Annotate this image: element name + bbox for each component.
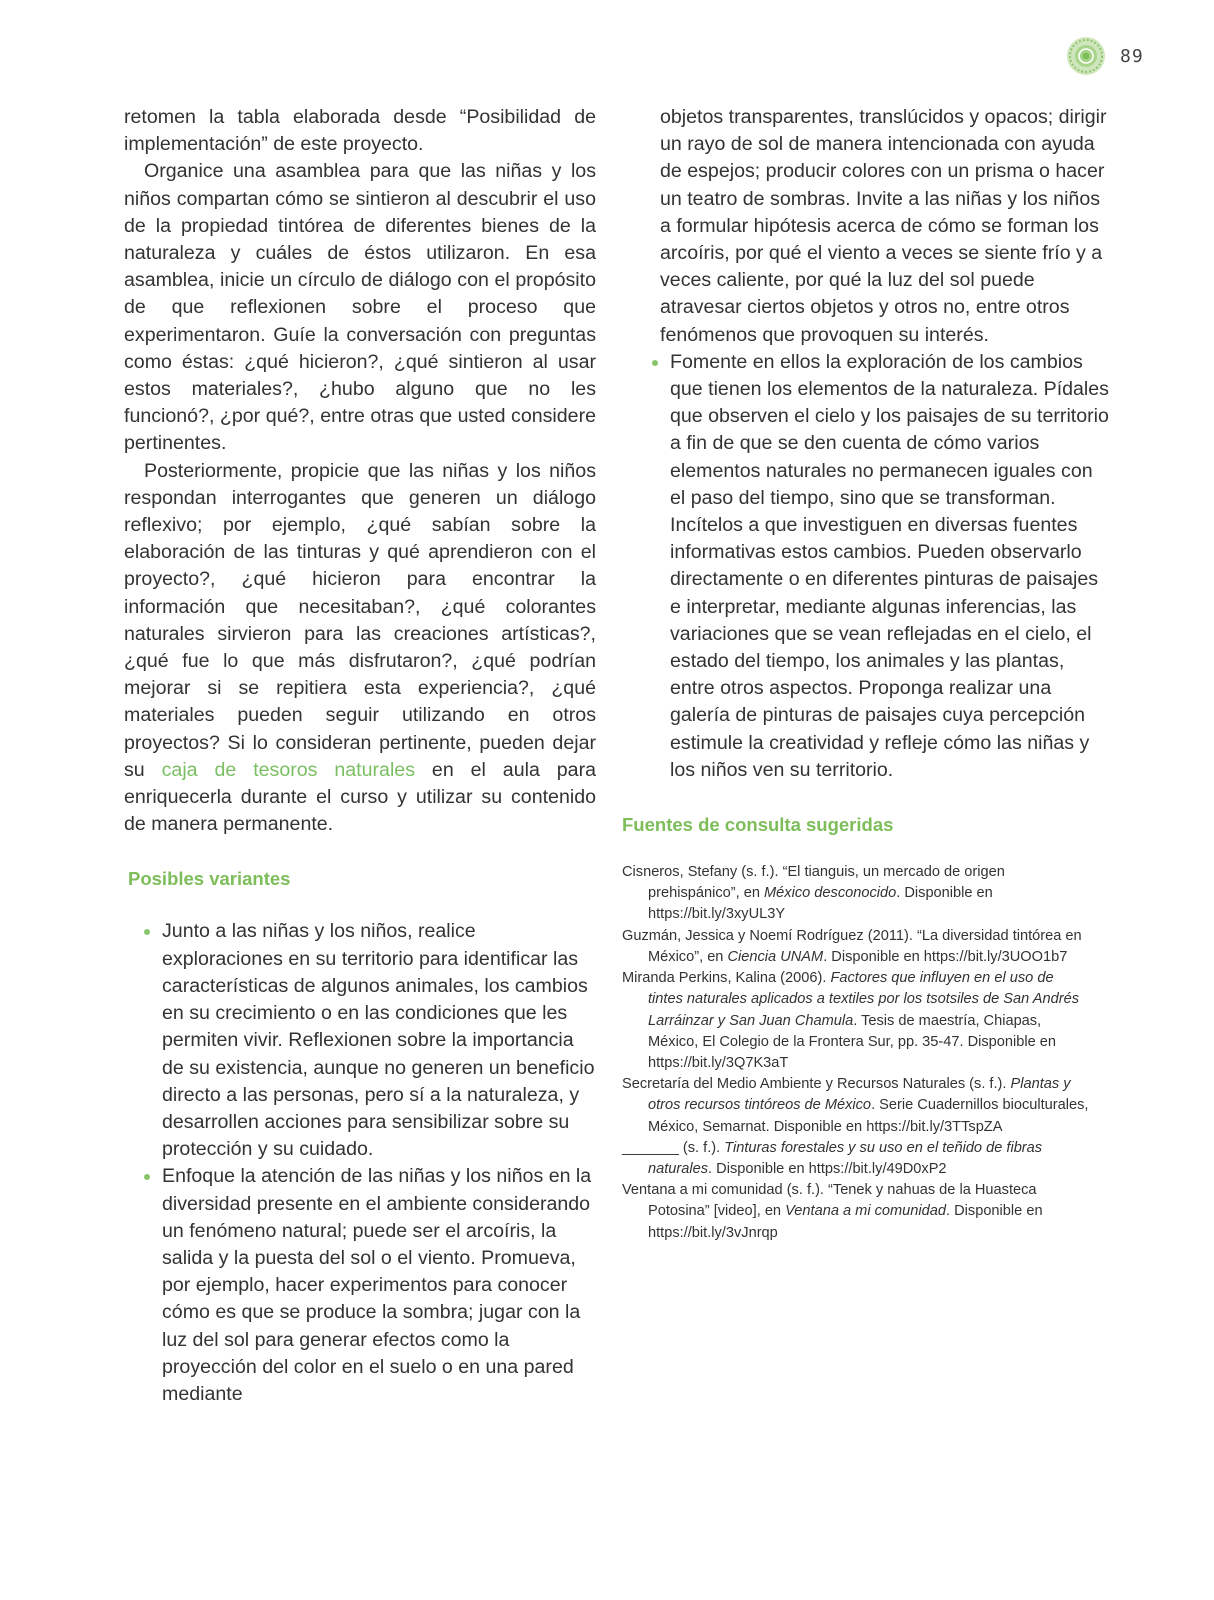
- section-heading: Fuentes de consulta sugeridas: [622, 814, 894, 836]
- left-column: [124, 104, 596, 1408]
- sun-emblem-icon: [1066, 36, 1106, 76]
- bullet-list: [124, 918, 596, 1408]
- reference-title: Ventana a mi comunidad: [785, 1203, 947, 1220]
- paragraph-text: en el aula para enriquecerla durante el curso y utilizar su contenido de manera permanente.: [124, 758, 596, 836]
- reference-text: . Disponible en https://bit.ly/49D0xP2: [708, 1160, 947, 1177]
- list-item: Fomente en ellos la exploración de los cambios que tienen los elementos de la naturaleza. Pídales que observen el cielo y los paisajes de su territorio a fin de que se den cuenta de cómo varios elementos naturales no permanecen iguales con el paso del tiempo, sino que se transforman. Incítelos a que investiguen en diversas fuentes informativas estos cambios. Pueden observarlo directamente o en diferentes pinturas de paisajes e interpretar, mediante algunas inferencias, las variaciones que se vean reflejadas en el cielo, el estado del tiempo, los animales y las plantas, entre otros aspectos. Proponga realizar una galería de pinturas de paisajes cuya percepción estimule la creatividad y refleje cómo las niñas y los niños ven su territorio.: [632, 349, 1110, 784]
- reference-entry: [622, 926, 1092, 968]
- reference-text: Secretaría del Medio Ambiente y Recursos Naturales (s. f.).: [622, 1076, 1011, 1093]
- bullet-list: [632, 349, 1110, 784]
- reference-entry: [622, 1074, 1092, 1138]
- reference-text: Cisneros, Stefany (s. f.). “El tianguis, un mercado de origen prehispánico”, en: [622, 864, 1005, 902]
- reference-title: Factores que influyen en el uso de tintes naturales aplicados a textiles por los tsotsiles de San Andrés Larráinzar y San Juan Chamula: [648, 970, 1080, 1029]
- reference-entry: [622, 862, 1092, 926]
- reference-entry: [622, 1138, 1092, 1180]
- reference-text: Ventana a mi comunidad (s. f.). “Tenek y nahuas de la Huasteca Potosina” [video], en: [622, 1182, 1037, 1220]
- paragraph-text: Posteriormente, propicie que las niñas y los niños respondan interrogantes que generen un diálogo reflexivo; por ejemplo, ¿qué sabían sobre la elaboración de las tinturas y qué aprendieron con el proyecto?, ¿qué hicieron para encontrar la información que necesitaban?, ¿qué colorantes naturales sirvieron para las creaciones artísticas?, ¿qué fue lo que más disfrutaron?, ¿qué podrían mejorar si se repitiera esta experiencia?, ¿qué materiales pueden seguir utilizando en otros proyectos? Si lo consideran pertinente, pueden dejar su: [124, 459, 596, 781]
- page-number: 89: [1120, 45, 1144, 67]
- reference-list: [622, 862, 1092, 1244]
- reference-text: Miranda Perkins, Kalina (2006).: [622, 970, 831, 987]
- reference-text: Guzmán, Jessica y Noemí Rodríguez (2011). “La diversidad tintórea en México”, en: [622, 927, 1082, 965]
- reference-text: . Disponible en https://bit.ly/3UOO1b7: [823, 948, 1068, 965]
- reference-text: . Serie Cuadernillos bioculturales, México, Semarnat. Disponible en https://bit.ly/3TTspZA: [648, 1097, 1089, 1135]
- reference-title: Ciencia UNAM: [727, 948, 824, 965]
- reference-entry: [622, 1180, 1092, 1244]
- page-header: [1066, 36, 1144, 76]
- list-item: Junto a las niñas y los niños, realice exploraciones en su territorio para identificar las características de algunos animales, los cambios en su crecimiento o en las condiciones que les permiten vivir. Reflexionen sobre la importancia de su existencia, aunque no generen un beneficio directo a las personas, pero sí a la naturaleza, y desarrollen acciones para sensibilizar sobre su protección y su cuidado.: [124, 918, 596, 1163]
- reference-title: México desconocido: [764, 885, 897, 902]
- reference-title: Plantas y otros recursos tintóreos de México: [648, 1076, 1071, 1114]
- section-heading: Posibles variantes: [128, 868, 291, 890]
- reference-text: _______ (s. f.).: [622, 1139, 725, 1156]
- reference-title: Tinturas forestales y su uso en el teñido de fibras naturales: [648, 1139, 1043, 1177]
- reference-text: . Tesis de maestría, Chiapas, México, El Colegio de la Frontera Sur, pp. 35-47. Disponible en https://bit.ly/3Q7K3aT: [648, 1012, 1057, 1071]
- highlight-term: caja de tesoros naturales: [161, 758, 415, 781]
- reference-entry: [622, 968, 1092, 1074]
- reference-text: . Disponible en https://bit.ly/3vJnrqp: [648, 1203, 1043, 1241]
- paragraph: Organice una asamblea para que las niñas y los niños compartan cómo se sintieron al descubrir el uso de la propiedad tintórea de diferentes bienes de la naturaleza y cuáles de éstos utilizaron. En esa asamblea, inicie un círculo de diálogo con el propósito de que reflexionen sobre el proceso que experimentaron. Guíe la conversación con preguntas como éstas: ¿qué hicieron?, ¿qué sintieron al usar estos materiales?, ¿hubo alguno que no les funcionó?, ¿por qué?, entre otras que usted considere pertinentes.: [124, 160, 596, 455]
- list-item: Enfoque la atención de las niñas y los niños en la diversidad presente en el ambiente considerando un fenómeno natural; puede ser el arcoíris, la salida y la puesta del sol o el viento. Promueva, por ejemplo, hacer experimentos para conocer cómo es que se produce la sombra; jugar con la luz del sol para generar efectos como la proyección del color en el suelo o en una pared mediante: [124, 1163, 596, 1408]
- paragraph: [124, 458, 596, 839]
- paragraph: objetos transparentes, translúcidos y opacos; dirigir un rayo de sol de manera intencionada con ayuda de espejos; producir colores con un prisma o hacer un teatro de sombras. Invite a las niñas y los niños a formular hipótesis acerca de cómo se forman los arcoíris, por qué el viento a veces se siente frío y a veces caliente, por qué la luz del sol puede atravesar ciertos objetos y otros no, entre otros fenómenos que provoquen su interés.: [660, 106, 1107, 346]
- reference-text: . Disponible en https://bit.ly/3xyUL3Y: [648, 885, 993, 923]
- paragraph: retomen la tabla elaborada desde “Posibilidad de implementación” de este proyecto.: [124, 106, 596, 156]
- right-column: [622, 104, 1110, 1244]
